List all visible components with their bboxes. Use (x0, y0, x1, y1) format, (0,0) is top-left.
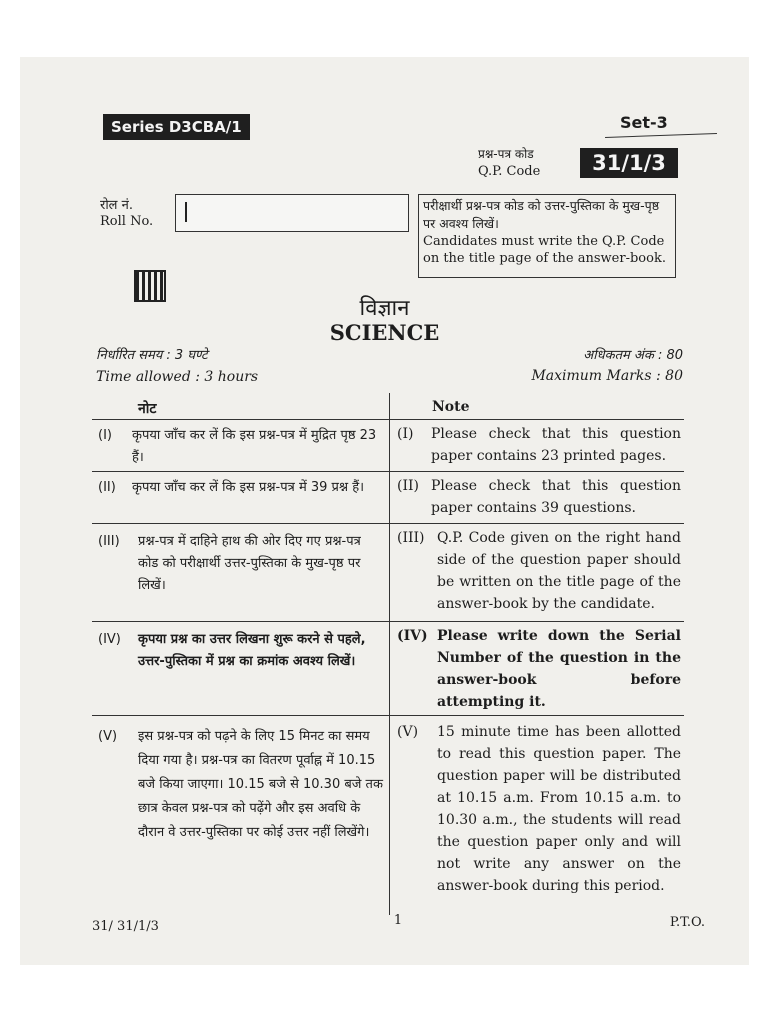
note-number: (III) (98, 534, 120, 549)
maximum-marks-hindi: अधिकतम अंक : 80 (583, 348, 683, 363)
note-header-hindi: नोट (138, 401, 157, 417)
footer-paper-code: 31/ 31/1/3 (92, 919, 159, 934)
note-number: (I) (397, 426, 414, 442)
note-text: Q.P. Code given on the right hand side of the question paper should be written on the title page of the answer-book by the candidate. (437, 530, 681, 612)
instruction-hindi: परीक्षार्थी प्रश्न-पत्र कोड को उत्तर-पुस्तिका के मुख-पृष्ठ पर अवश्य लिखें। (423, 198, 660, 231)
qp-code-label: Q.P. Code (478, 164, 541, 179)
note-header: Note (432, 399, 470, 415)
note-number: (II) (397, 478, 419, 494)
note-text: Please write down the Serial Number of the question in the answer-book before attempting it. (437, 628, 681, 710)
set-label: Set-3 (620, 113, 668, 132)
note-text: 15 minute time has been allotted to read this question paper. The question paper will be distributed at 10.15 a.m. From 10.15 a.m. to 10.30 a.m., the students will read the question paper only and will not write any answer on the answer-book during this period. (437, 724, 681, 894)
subject-title: SCIENCE (329, 320, 440, 345)
roll-box-mark (185, 202, 187, 222)
note-number: (II) (98, 480, 116, 495)
row-line (92, 715, 684, 716)
note-number: (V) (397, 724, 419, 740)
note-number: (IV) (98, 632, 121, 647)
note-text: Please check that this question paper contains 39 questions. (431, 478, 681, 516)
qp-code-label-hindi: प्रश्न-पत्र कोड (478, 147, 534, 161)
row-line (92, 523, 684, 524)
note-number: (V) (98, 729, 118, 744)
page-number: 1 (393, 913, 403, 928)
notes-table (92, 393, 684, 915)
roll-label-hindi: रोल नं. (100, 198, 133, 213)
time-allowed-hindi: निर्धारित समय : 3 घण्टे (96, 348, 208, 363)
note-text-hindi: इस प्रश्न-पत्र को पढ़ने के लिए 15 मिनट का समय दिया गया है। प्रश्न-पत्र का वितरण पूर्वाह्न में 10.15 बजे किया जाएगा। 10.15 बजे से 10.30 बजे तक छात्र केवल प्रश्न-पत्र को पढ़ेंगे और इस अवधि के दौरान वे उत्तर-पुस्तिका पर कोई उत्तर नहीं लिखेंगे। (138, 729, 383, 840)
time-allowed: Time allowed : 3 hours (96, 369, 259, 385)
note-text-hindi: कृपया प्रश्न का उत्तर लिखना शुरू करने से पहले, उत्तर-पुस्तिका में प्रश्न का क्रमांक अवश्य लिखें। (138, 632, 366, 669)
note-text: Please check that this question paper contains 23 printed pages. (431, 426, 681, 464)
subject-title-hindi: विज्ञान (359, 296, 410, 321)
row-line (92, 621, 684, 622)
note-text-hindi: प्रश्न-पत्र में दाहिने हाथ की ओर दिए गए प्रश्न-पत्र कोड को परीक्षार्थी उत्तर-पुस्तिका के मुख-पृष्ठ पर लिखें। (138, 534, 361, 593)
instruction-english: Candidates must write the Q.P. Code on the title page of the answer-book. (423, 234, 666, 266)
note-number: (IV) (397, 628, 428, 644)
set-underline (605, 133, 717, 138)
note-text-hindi: कृपया जाँच कर लें कि इस प्रश्न-पत्र में 39 प्रश्न हैं। (132, 480, 365, 495)
qp-code-instruction-box (418, 194, 676, 278)
roll-label: Roll No. (100, 214, 154, 229)
row-line (92, 419, 684, 420)
row-line (92, 471, 684, 472)
series-label: Series D3CBA/1 (103, 114, 250, 140)
maximum-marks: Maximum Marks : 80 (531, 368, 683, 384)
qp-code-value: 31/1/3 (580, 148, 678, 178)
note-text-hindi: कृपया जाँच कर लें कि इस प्रश्न-पत्र में मुद्रित पृष्ठ 23 हैं। (132, 428, 377, 465)
roll-number-box (175, 194, 409, 232)
question-paper-page (20, 57, 749, 965)
please-turn-over: P.T.O. (669, 915, 705, 930)
note-number: (I) (98, 428, 112, 443)
note-number: (III) (397, 530, 425, 546)
